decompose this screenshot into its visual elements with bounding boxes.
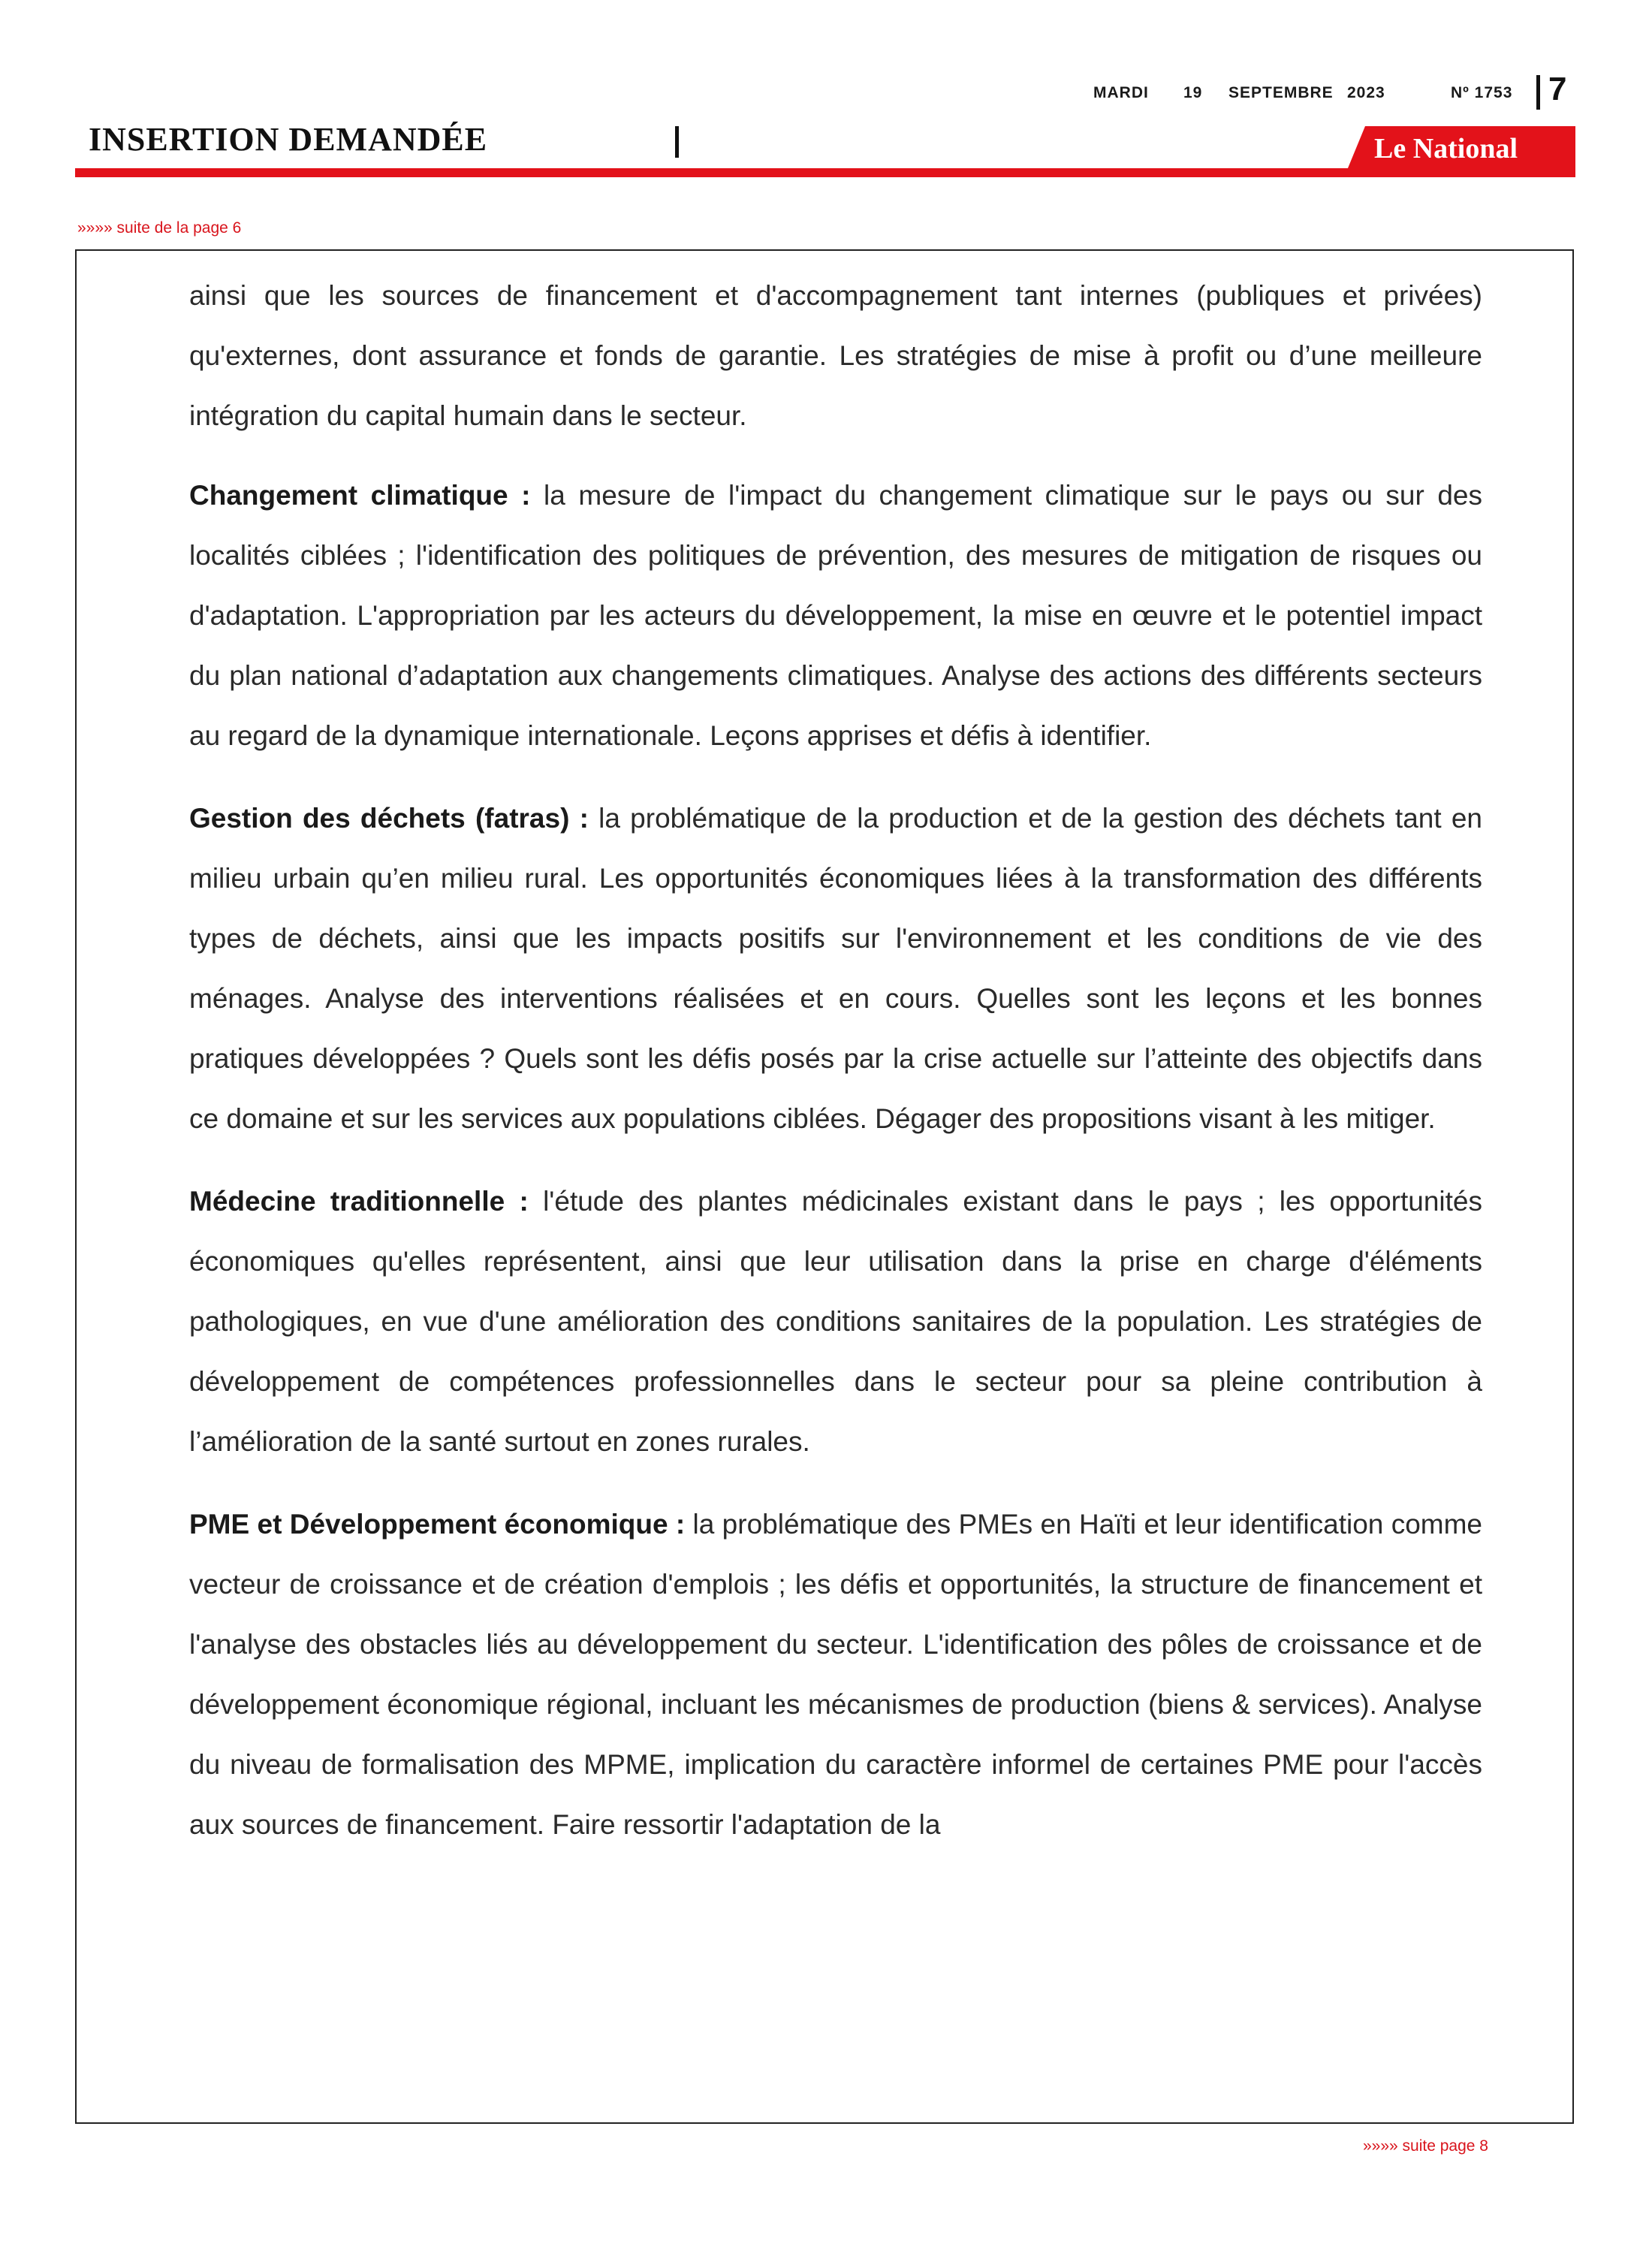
issue-number: Nº 1753: [1451, 84, 1513, 101]
article-box: [75, 249, 1574, 2124]
issue-year: 2023: [1347, 84, 1385, 101]
paragraph-heading: Médecine traditionnelle :: [189, 1186, 529, 1217]
paragraph-medecine-traditionnelle: [189, 1172, 1482, 1472]
paragraph-heading: Gestion des déchets (fatras) :: [189, 803, 589, 834]
paragraph-text: la mesure de l'impact du changement climatique sur le pays ou sur des localités ciblées ; l'identification des politiques de prévention, des mesures de mitigation de risques ou d'adaptation. L'appropriation par les acteurs du développement, la mise en œuvre et le potentiel impact du plan national d’adaptation aux changements climatiques. Analyse des actions des différents secteurs au regard de la dynamique internationale. Leçons apprises et défis à identifier.: [189, 480, 1483, 751]
issue-date-number: 19: [1183, 84, 1203, 101]
paragraph-text: l'étude des plantes médicinales existant dans le pays ; les opportunités économiques qu'elles représentent, ainsi que leur utilisation dans la prise en charge d'éléments pathologiques, en vue d'une amélioration des conditions sanitaires de la population. Les stratégies de développement de compétences professionnelles dans le secteur pour sa pleine contribution à l’amélioration de la santé surtout en zones rurales.: [189, 1186, 1482, 1457]
brand-name: Le National: [1374, 133, 1518, 164]
paragraph-heading: PME et Développement économique :: [189, 1509, 686, 1540]
article-body: [189, 266, 1482, 1855]
continued-to-note: »»»» suite page 8: [1363, 2137, 1488, 2155]
paragraph-text: ainsi que les sources de financement et d'accompagnement tant internes (publiques et privées) qu'externes, dont assurance et fonds de garantie. Les stratégies de mise à profit ou d’une meilleure intégration du capital humain dans le secteur.: [189, 280, 1482, 431]
paragraph-pme-developpement: [189, 1494, 1482, 1855]
continued-from-note: »»»» suite de la page 6: [77, 219, 242, 237]
paragraph-text: la problématique de la production et de la gestion des déchets tant en milieu urbain qu’en milieu rural. Les opportunités économiques liées à la transformation des différents types de déchets, ainsi que les impacts positifs sur l'environnement et les conditions de vie des ménages. Analyse des interventions réalisées et en cours. Quelles sont les leçons et les bonnes pratiques développées ? Quels sont les défis posés par la crise actuelle sur l’atteinte des objectifs dans ce domaine et sur les services aux populations ciblées. Dégager des propositions visant à les mitiger.: [189, 803, 1483, 1134]
paragraph-text: la problématique des PMEs en Haïti et leur identification comme vecteur de croissance et de création d'emplois ; les défis et opportunités, la structure de financement et l'analyse des obstacles liés au développement du secteur. L'identification des pôles de croissance et de développement économique régional, incluant les mécanismes de production (biens & services). Analyse du niveau de formalisation des MPME, implication du caractère informel de certaines PME pour l'accès aux sources de financement. Faire ressortir l'adaptation de la: [189, 1509, 1483, 1840]
issue-month: SEPTEMBRE: [1228, 84, 1334, 101]
page-number-divider: [1536, 75, 1540, 110]
paragraph-gestion-dechets: [189, 789, 1482, 1149]
issue-day: MARDI: [1093, 84, 1149, 101]
page-number: 7: [1548, 71, 1567, 107]
paragraph-heading: Changement climatique :: [189, 480, 531, 511]
section-title-divider: [675, 126, 679, 158]
paragraph-capital-humain: [189, 266, 1482, 446]
paragraph-changement-climatique: [189, 466, 1482, 766]
section-title: INSERTION DEMANDÉE: [89, 121, 488, 158]
